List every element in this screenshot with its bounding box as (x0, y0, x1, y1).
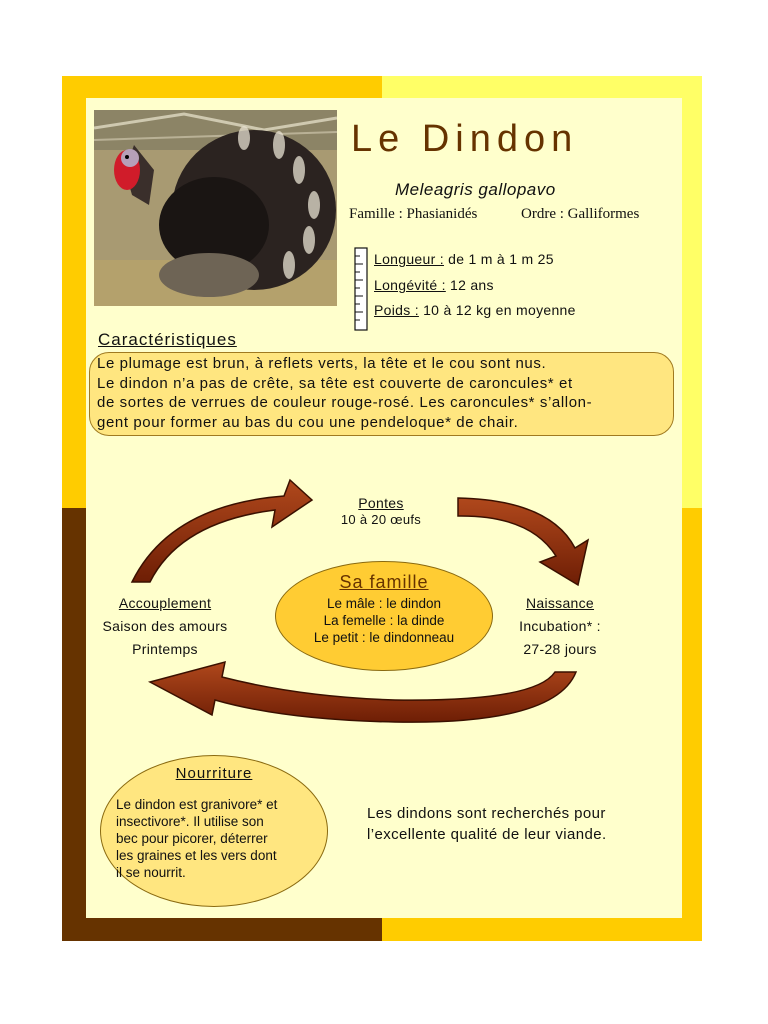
fact-key: Longueur : (374, 251, 444, 267)
arrow-accouplement-to-pontes (132, 480, 312, 582)
fact-value: 12 ans (445, 277, 494, 293)
family-line: Le petit : le dindonneau (313, 630, 455, 645)
food-line: il se nourrit. (116, 865, 186, 880)
stage-detail: 27-28 jours (523, 641, 597, 657)
arrow-naissance-to-accouplement (150, 662, 576, 722)
meat-quality-note (367, 803, 607, 845)
food-line: insectivore*. Il utilise son (116, 814, 264, 829)
fact-key: Longévité : (374, 277, 446, 293)
stage-title: Accouplement (118, 595, 212, 611)
stage-detail: 10 à 20 œufs (340, 512, 422, 527)
fact-value: 10 à 12 kg en moyenne (418, 302, 576, 318)
quality-line: Les dindons sont recherchés pour (367, 805, 606, 822)
stage-title: Pontes (358, 495, 404, 511)
fact-value: de 1 m à 1 m 25 (443, 251, 554, 267)
family-title: Sa famille (339, 572, 429, 592)
family-line: La femelle : la dinde (323, 613, 445, 628)
stage-pontes (316, 495, 446, 527)
stage-detail: Incubation* : (519, 618, 601, 634)
page-title: Le Dindon (351, 118, 579, 160)
quality-line: l’excellente qualité de leur viande. (367, 826, 607, 843)
family-label: Famille : Phasianidés (349, 206, 478, 222)
stage-detail: Printemps (132, 641, 198, 657)
characteristics-line: Le plumage est brun, à reflets verts, la tête et le cou sont nus. (97, 355, 547, 372)
food-line: Le dindon est granivore* et (116, 797, 278, 812)
characteristics-line: gent pour former au bas du cou une pendeloque* de chair. (97, 413, 519, 431)
family-lines (275, 595, 493, 646)
fact-key: Poids : (374, 302, 419, 318)
characteristics-line: Le dindon n’a pas de crête, sa tête est couverte de caroncules* et (97, 374, 573, 392)
family-line: Le mâle : le dindon (326, 596, 442, 611)
food-line: bec pour picorer, déterrer (116, 831, 268, 846)
food-title: Nourriture (175, 765, 253, 782)
latin-name: Meleagris gallopavo (395, 180, 556, 199)
stage-detail: Saison des amours (102, 618, 228, 634)
characteristics-line: de sortes de verrues de couleur rouge-rosé. Les caroncules* s’allon- (97, 394, 593, 411)
stage-naissance (505, 592, 615, 661)
food-text (116, 796, 316, 881)
stage-title: Naissance (525, 595, 595, 611)
food-line: les graines et les vers dont (116, 848, 277, 863)
order-label: Ordre : Galliformes (521, 206, 640, 222)
characteristics-heading: Caractéristiques (98, 330, 237, 349)
stage-accouplement (100, 592, 230, 661)
